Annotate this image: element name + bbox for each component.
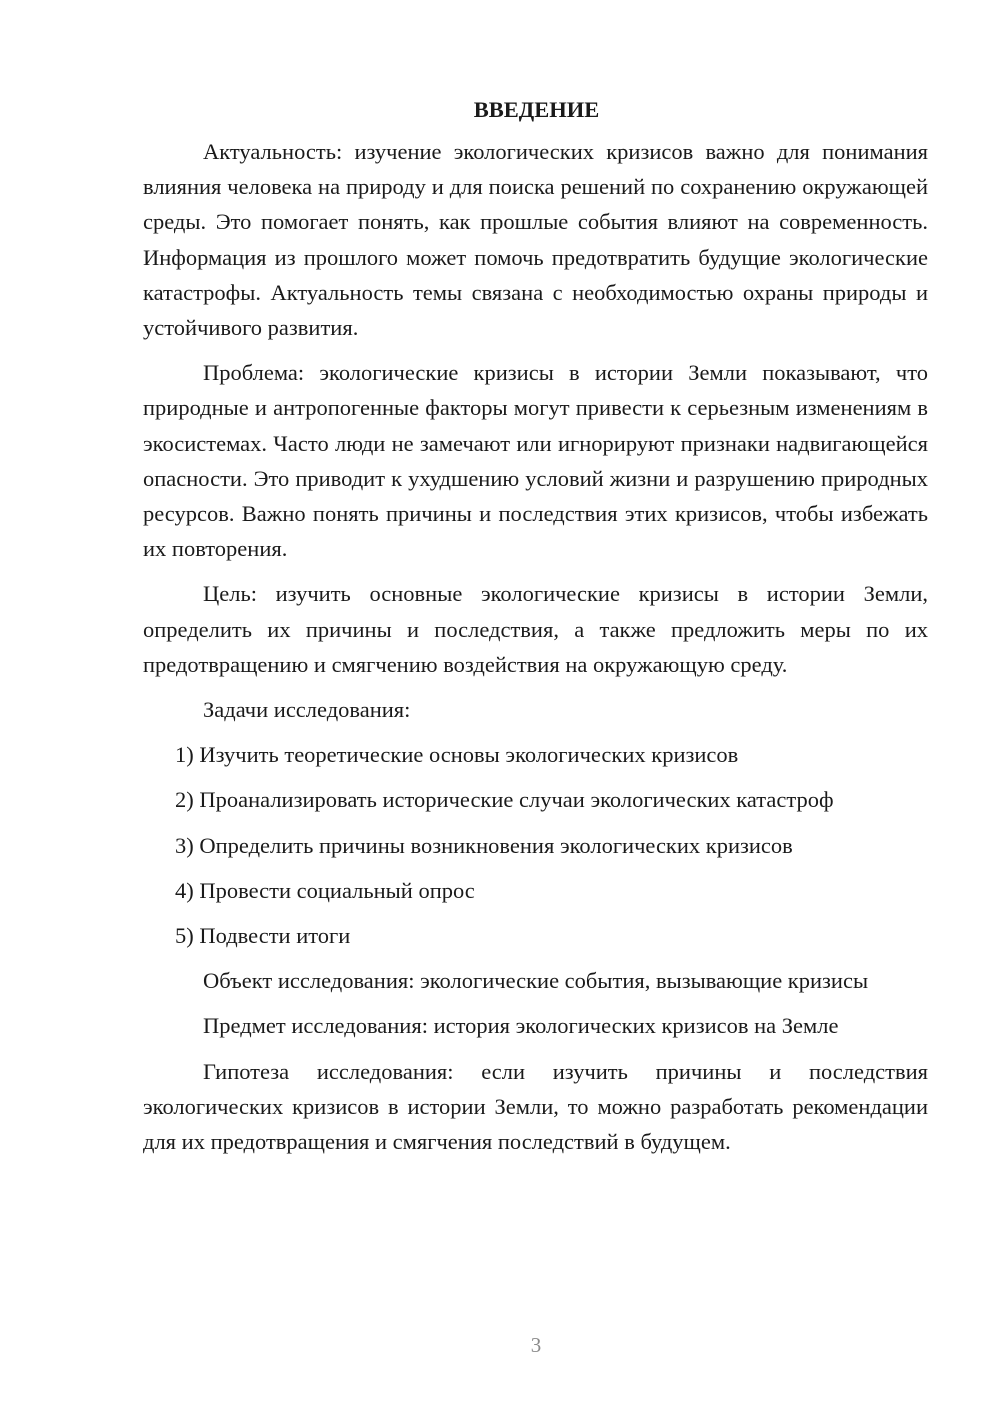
page-number: 3 xyxy=(530,1333,542,1357)
list-item: 2) Проанализировать исторические случаи экологических катастроф xyxy=(175,787,834,813)
document-page xyxy=(143,92,928,1169)
list-item: 3) Определить причины возникновения экологических кризисов xyxy=(175,832,793,858)
paragraph-subject: Предмет исследования: история экологических кризисов на Земле xyxy=(203,1013,839,1039)
paragraph-hypothesis: Гипотеза исследования: если изучить причины и последствия экологических кризисов в истории Земли, то можно разработать рекомендации для их предотвращения и смягчения последствий в будущем. xyxy=(143,1058,928,1155)
paragraph-problem: Проблема: экологические кризисы в истории Земли показывают, что природные и антропогенные факторы могут привести к серьезным изменениям в экосистемах. Часто люди не замечают или игнорируют признаки надвигающейся опасности. Это приводит к ухудшению условий жизни и разрушению природных ресурсов. Важно понять причины и последствия этих кризисов, чтобы избежать их повторения. xyxy=(143,360,928,562)
list-item: 1) Изучить теоретические основы экологических кризисов xyxy=(175,742,739,768)
tasks-title: Задачи исследования: xyxy=(203,697,411,723)
section-heading: ВВЕДЕНИЕ xyxy=(473,97,600,122)
paragraph-object: Объект исследования: экологические события, вызывающие кризисы xyxy=(203,968,869,994)
list-item: 4) Провести социальный опрос xyxy=(175,877,475,903)
paragraph-relevance: Актуальность: изучение экологических кризисов важно для понимания влияния человека на природу и для поиска решений по сохранению окружающей среды. Это помогает понять, как прошлые события влияют на современность. Информация из прошлого может помочь предотвратить будущие экологические катастрофы. Актуальность темы связана с необходимостью охраны природы и устойчивого развития. xyxy=(143,139,928,341)
list-item: 5) Подвести итоги xyxy=(175,923,351,949)
paragraph-goal: Цель: изучить основные экологические кризисы в истории Земли, определить их причины и последствия, а также предложить меры по их предотвращению и смягчению воздействия на окружающую среду. xyxy=(143,581,928,677)
tasks-list xyxy=(143,737,928,953)
